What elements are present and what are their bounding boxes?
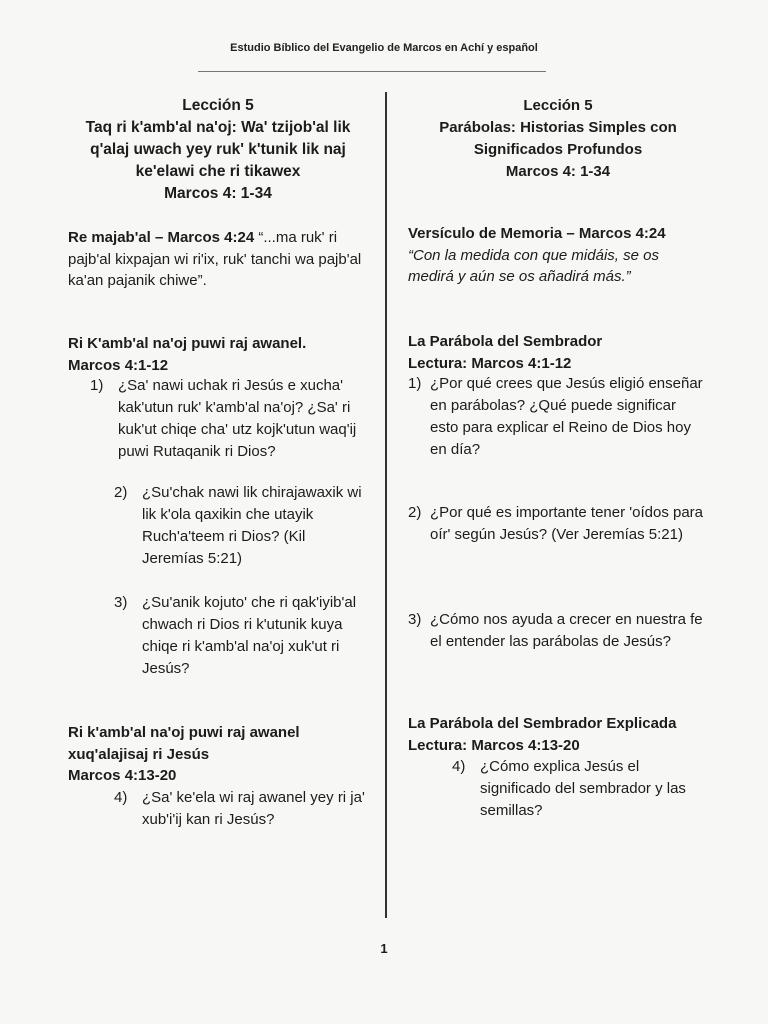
achi-question-3	[114, 592, 370, 680]
achi-title-block	[68, 95, 368, 205]
achi-memory-text: “...ma ruk' ri pajb'al kixpajan wi ri'ix, ruk' tanchi wa pajb'al ka'an pajanik chiwe”.	[68, 229, 362, 289]
spanish-question-4-number: 4)	[452, 758, 466, 775]
spanish-lesson-title: Parábolas: Historias Simples con Significados Profundos	[439, 119, 677, 158]
spanish-memory-label: Versículo de Memoria – Marcos 4:24	[408, 225, 666, 242]
achi-question-3-text: ¿Su'anik kojuto' che ri qak'iyib'al chwach ri Dios ri k'utunik kuya chiqe ri k'amb'al na'oj xuk'ut ri Jesús?	[142, 594, 357, 677]
achi-memory-verse	[68, 227, 368, 292]
spanish-question-1	[408, 373, 708, 461]
achi-question-1	[90, 375, 370, 463]
achi-lesson-number: Lección 5	[182, 97, 254, 114]
spanish-question-4	[452, 756, 708, 822]
spanish-section1-ref: Lectura: Marcos 4:1-12	[408, 354, 572, 372]
achi-question-4	[114, 787, 370, 831]
achi-question-2-text: ¿Su'chak nawi lik chirajawaxik wi lik k'ola qaxikin che utayik Ruch'a'teem ri Dios? (Kil Jeremías 5:21)	[142, 484, 362, 567]
spanish-question-2	[408, 502, 708, 546]
achi-question-1-number: 1)	[90, 377, 104, 394]
header-rule	[198, 71, 546, 72]
spanish-question-1-number: 1)	[408, 375, 422, 392]
achi-section2-ref: Marcos 4:13-20	[68, 767, 177, 784]
page-number: 1	[380, 941, 388, 956]
spanish-section1-heading	[408, 331, 708, 374]
document-header: Estudio Bíblico del Evangelio de Marcos en Achí y español	[230, 42, 538, 54]
spanish-question-2-number: 2)	[408, 504, 422, 521]
spanish-question-4-text: ¿Cómo explica Jesús el significado del sembrador y las semillas?	[480, 758, 686, 819]
spanish-question-2-text: ¿Por qué es importante tener 'oídos para oír' según Jesús? (Ver Jeremías 5:21)	[430, 504, 704, 543]
achi-question-4-text: ¿Sa' ke'ela wi raj awanel yey ri ja' xub'i'ij kan ri Jesús?	[142, 789, 365, 828]
achi-question-1-text: ¿Sa' nawi uchak ri Jesús e xucha' kak'utun ruk' k'amb'al na'oj? ¿Sa' ri kuk'ut chiqe cha' utz kojk'utun waq'ij puwi Rutaqanik ri Dios?	[118, 377, 357, 460]
achi-lesson-reference: Marcos 4: 1-34	[164, 185, 272, 202]
achi-section1-heading	[68, 333, 368, 376]
spanish-memory-text: “Con la medida con que midáis, se os medirá y aún se os añadirá más.”	[408, 246, 659, 285]
achi-lesson-title: Taq ri k'amb'al na'oj: Wa' tzijob'al lik q'alaj uwach yey ruk' k'tunik lik naj ke'elawi che ri tikawex	[85, 119, 351, 180]
spanish-section2-heading	[408, 713, 718, 756]
spanish-question-3-text: ¿Cómo nos ayuda a crecer en nuestra fe el entender las parábolas de Jesús?	[430, 611, 703, 650]
achi-section1-ref: Marcos 4:1-12	[68, 356, 169, 374]
spanish-section1-title: La Parábola del Sembrador	[408, 333, 603, 350]
achi-question-2	[114, 482, 370, 570]
spanish-question-3	[408, 609, 708, 653]
spanish-lesson-number: Lección 5	[523, 97, 593, 114]
achi-section1-title: Ri K'amb'al na'oj puwi raj awanel.	[68, 335, 307, 352]
spanish-lesson-reference: Marcos 4: 1-34	[505, 163, 611, 180]
achi-section2-heading	[68, 722, 358, 787]
spanish-question-1-text: ¿Por qué crees que Jesús eligió enseñar en parábolas? ¿Qué puede significar esto para explicar el Reino de Dios hoy en día?	[430, 375, 703, 458]
achi-question-4-number: 4)	[114, 789, 128, 806]
spanish-title-block	[408, 95, 708, 183]
spanish-question-3-number: 3)	[408, 611, 422, 628]
achi-section2-title: Ri k'amb'al na'oj puwi raj awanel xuq'alajisaj ri Jesús	[68, 724, 300, 763]
spanish-section2-ref: Lectura: Marcos 4:13-20	[408, 736, 580, 754]
achi-memory-label: Re majab'al – Marcos 4:24	[68, 229, 255, 246]
achi-question-2-number: 2)	[114, 484, 128, 501]
column-divider	[385, 92, 387, 918]
achi-column	[68, 95, 368, 828]
achi-question-3-number: 3)	[114, 594, 128, 611]
spanish-memory-verse	[408, 223, 708, 288]
spanish-column	[408, 95, 708, 819]
spanish-section2-title: La Parábola del Sembrador Explicada	[408, 715, 677, 732]
